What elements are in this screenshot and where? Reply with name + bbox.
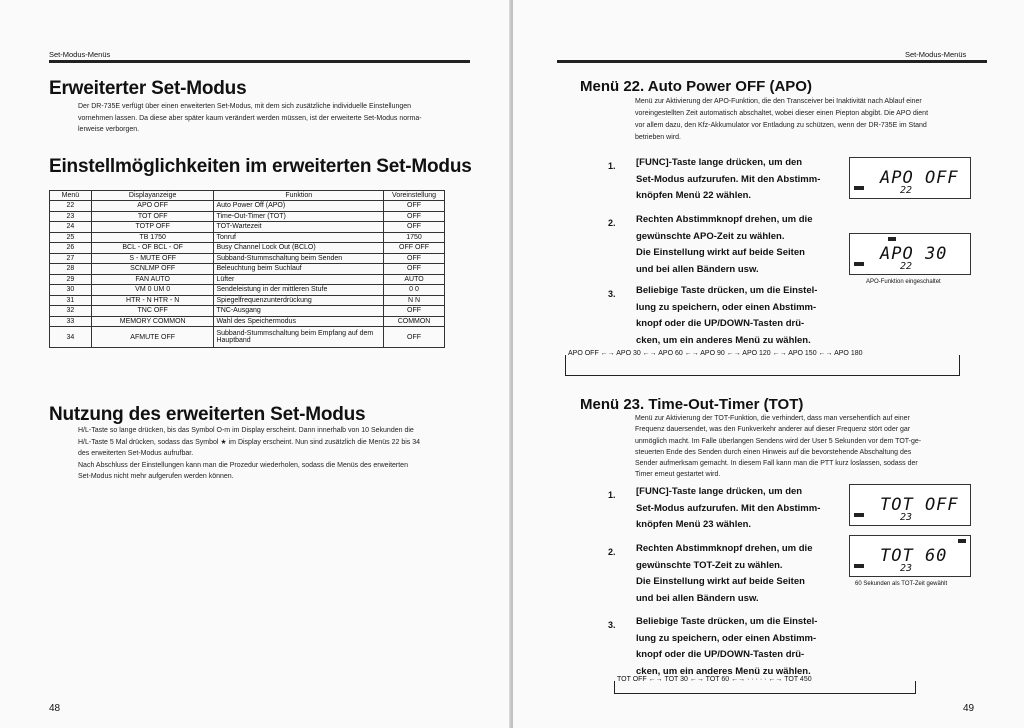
- header-rule: [49, 60, 470, 63]
- table-cell: Wahl des Speichermodus: [214, 316, 384, 327]
- table-cell: 32: [50, 306, 92, 317]
- table-cell: 22: [50, 201, 92, 212]
- table-cell: TNC-Ausgang: [214, 306, 384, 317]
- table-cell: Auto Power Off (APO): [214, 201, 384, 212]
- table-cell: COMMON: [384, 316, 445, 327]
- left-page: [0, 0, 511, 728]
- lcd-indicator: [854, 564, 864, 568]
- table-row: [50, 295, 445, 306]
- step-number: 3.: [608, 620, 616, 630]
- table-cell: 24: [50, 222, 92, 233]
- apo-title: Menü 22. Auto Power OFF (APO): [580, 78, 812, 95]
- col-header: Voreinstellung: [384, 191, 445, 201]
- lcd-indicator: [958, 539, 966, 543]
- col-header: Menü: [50, 191, 92, 201]
- tot-step-1: [FUNC]-Taste lange drücken, um den Set-Modus aufzurufen. Mit den Abstimm- knöpfen Menü 23 wählen.: [636, 486, 821, 531]
- usage-paragraph: H/L-Taste so lange drücken, bis das Symbol O-m im Display erscheint. Dann innerhalb von 10 Sekunden die H/L-Taste 5 Mal drücken, sodass das Symbol ★ im Display erscheint. Nun sind zusätzlich die Menüs 22 bis 34 des erweiterten Set-Modus aufrufbar. Nach Abschluss der Einstellungen kann man die Prozedur wiederholen, sodass die Menüs des erweiterten Set-Modus nicht mehr aufgerufen werden können.: [78, 427, 421, 480]
- table-row: [50, 306, 445, 317]
- section-title: Erweiterter Set-Modus: [49, 78, 247, 99]
- table-cell: Spiegelfrequenzunterdrückung: [214, 295, 384, 306]
- table-cell: Beleuchtung beim Suchlauf: [214, 264, 384, 275]
- lcd-menu-number: 23: [900, 563, 913, 574]
- table-cell: HTR - N HTR - N: [91, 295, 214, 306]
- lcd-text: TOT 60: [880, 546, 948, 566]
- apo-step-1: [FUNC]-Taste lange drücken, um den Set-Modus aufzurufen. Mit den Abstimm- knöpfen Menü 22 wählen.: [636, 157, 821, 202]
- table-cell: OFF: [384, 264, 445, 275]
- table-cell: OFF: [384, 253, 445, 264]
- table-row: [50, 222, 445, 233]
- lcd-indicator: [854, 513, 864, 517]
- tot-cycle-sequence: TOT OFF ←→ TOT 30 ←→ TOT 60 ←→ · · · · · ←→ TOT 450: [617, 676, 812, 683]
- lcd-indicator: [854, 262, 864, 266]
- table-cell: Subband-Stummschaltung beim Senden: [214, 253, 384, 264]
- lcd-menu-number: 23: [900, 512, 913, 523]
- tot-description: Menü zur Aktivierung der TOT-Funktion, die verhindert, dass man versehentlich auf einer Frequenz dauersendet, was den Funkverkehr anderer auf dieser Frequenz stört oder gar unmöglich macht. Im Falle überlangen Sendens wird der User 5 Sekunden vor dem TOT-ge- steuerten Ende des Senden durch einen Hinweis auf die bevorstehende Abschaltung des Sender aufmerksam gemacht. In diesem Fall kann man die PTT kurz loslassen, sodass der Timer erneut gestartet wird.: [635, 415, 922, 479]
- table-cell: VM 0 UM 0: [91, 285, 214, 296]
- table-cell: Sendeleistung in der mittleren Stufe: [214, 285, 384, 296]
- right-page: [513, 0, 1024, 728]
- table-cell: BCL - OF BCL - OF: [91, 243, 214, 254]
- table-cell: OFF: [384, 201, 445, 212]
- table-row: [50, 274, 445, 285]
- lcd-text: TOT OFF: [880, 495, 959, 515]
- table-cell: APO OFF: [91, 201, 214, 212]
- table-cell: Tonruf: [214, 232, 384, 243]
- table-cell: S - MUTE OFF: [91, 253, 214, 264]
- step-number: 2.: [608, 218, 616, 228]
- table-cell: AUTO: [384, 274, 445, 285]
- table-cell: OFF OFF: [384, 243, 445, 254]
- table-cell: Subband-Stummschaltung beim Empfang auf dem Hauptband: [214, 327, 384, 348]
- table-row: [50, 211, 445, 222]
- lcd-caption: APO-Funktion eingeschaltet: [866, 279, 941, 285]
- tot-step-2: Rechten Abstimmknopf drehen, um die gewünschte TOT-Zeit zu wählen. Die Einstellung wirkt auf beide Seiten und bei allen Bändern usw.: [636, 543, 813, 605]
- table-row: [50, 327, 445, 348]
- col-header: Displayanzeige: [91, 191, 214, 201]
- table-cell: 30: [50, 285, 92, 296]
- table-row: [50, 253, 445, 264]
- apo-step-2: Rechten Abstimmknopf drehen, um die gewünschte APO-Zeit zu wählen. Die Einstellung wirkt auf beide Seiten und bei allen Bändern usw.: [636, 214, 813, 276]
- table-cell: MEMORY COMMON: [91, 316, 214, 327]
- intro-paragraph: Der DR-735E verfügt über einen erweiterten Set-Modus, mit dem sich zusätzliche individuelle Einstellungen vornehmen lassen. Da diese aber später kaum verändert werden müssen, ist der erweiterte Set-Modus norma- lerweise verborgen.: [78, 103, 422, 133]
- running-header: Set-Modus-Menüs: [49, 50, 111, 59]
- page-number: 48: [49, 703, 61, 714]
- table-cell: 25: [50, 232, 92, 243]
- running-header: Set-Modus-Menüs: [905, 50, 967, 59]
- lcd-text: APO OFF: [880, 168, 959, 188]
- lcd-caption: 60 Sekunden als TOT-Zeit gewählt: [855, 581, 948, 587]
- table-cell: 34: [50, 327, 92, 348]
- apo-cycle-sequence: APO OFF ←→ APO 30 ←→ APO 60 ←→ APO 90 ←→ APO 120 ←→ APO 150 ←→ APO 180: [568, 350, 863, 357]
- apo-lcd-on: [849, 233, 971, 275]
- lcd-text: APO 30: [880, 244, 948, 264]
- table-header-row: [50, 191, 445, 201]
- usage-title: Nutzung des erweiterten Set-Modus: [49, 404, 366, 425]
- table-row: [50, 285, 445, 296]
- table-row: [50, 201, 445, 212]
- table-cell: 0 0: [384, 285, 445, 296]
- lcd-menu-number: 22: [900, 261, 913, 272]
- lcd-indicator: [854, 186, 864, 190]
- table-cell: 27: [50, 253, 92, 264]
- table-cell: Time-Out-Timer (TOT): [214, 211, 384, 222]
- step-number: 1.: [608, 161, 616, 171]
- table-cell: 1750: [384, 232, 445, 243]
- apo-lcd-off: [849, 157, 971, 199]
- table-cell: TB 1750: [91, 232, 214, 243]
- table-cell: OFF: [384, 211, 445, 222]
- step-number: 1.: [608, 490, 616, 500]
- table-cell: AFMUTE OFF: [91, 327, 214, 348]
- header-rule: [557, 60, 987, 63]
- table-cell: Busy Channel Lock Out (BCLO): [214, 243, 384, 254]
- table-cell: FAN AUTO: [91, 274, 214, 285]
- table-cell: 31: [50, 295, 92, 306]
- tot-step-3: Beliebige Taste drücken, um die Einstel- lung zu speichern, oder einen Abstimm- knopf oder die UP/DOWN-Tasten drü- cken, um ein anderes Menü zu wählen.: [636, 616, 818, 678]
- apo-step-3: Beliebige Taste drücken, um die Einstel- lung zu speichern, oder einen Abstimm- knopf oder die UP/DOWN-Tasten drü- cken, um ein anderes Menü zu wählen.: [636, 285, 818, 347]
- table-cell: SCNLMP OFF: [91, 264, 214, 275]
- table-row: [50, 316, 445, 327]
- table-cell: TOT OFF: [91, 211, 214, 222]
- step-number: 3.: [608, 289, 616, 299]
- page-number: 49: [963, 703, 975, 714]
- apo-description: Menü zur Aktivierung der APO-Funktion, die den Transceiver bei Inaktivität nach Ablauf einer voreingestellten Zeit automatisch abschaltet, wobei dieser einen Piepton abgibt. Die APO dient vor allem dazu, den Kfz-Akkumulator vor Entladung zu schützen, wenn der DR-735E im Stand betrieben wird.: [635, 98, 929, 141]
- table-cell: 28: [50, 264, 92, 275]
- table-section-title: Einstellmöglichkeiten im erweiterten Set-Modus: [49, 156, 472, 177]
- extended-settings-table: [49, 190, 445, 348]
- col-header: Funktion: [214, 191, 384, 201]
- tot-lcd-off: [849, 484, 971, 526]
- table-cell: TOTP OFF: [91, 222, 214, 233]
- table-row: [50, 232, 445, 243]
- tot-title: Menü 23. Time-Out-Timer (TOT): [580, 396, 804, 413]
- table-cell: OFF: [384, 327, 445, 348]
- lcd-indicator: [888, 237, 896, 241]
- cycle-loop-line: [565, 355, 960, 376]
- table-cell: 29: [50, 274, 92, 285]
- table-row: [50, 264, 445, 275]
- lcd-menu-number: 22: [900, 185, 913, 196]
- table-cell: 26: [50, 243, 92, 254]
- table-cell: N N: [384, 295, 445, 306]
- table-cell: OFF: [384, 306, 445, 317]
- table-cell: TNC OFF: [91, 306, 214, 317]
- table-cell: TOT-Wartezeit: [214, 222, 384, 233]
- table-cell: 23: [50, 211, 92, 222]
- step-number: 2.: [608, 547, 616, 557]
- cycle-loop-line: [614, 681, 916, 694]
- table-cell: Lüfter: [214, 274, 384, 285]
- table-cell: OFF: [384, 222, 445, 233]
- tot-lcd-on: [849, 535, 971, 577]
- table-cell: 33: [50, 316, 92, 327]
- table-row: [50, 243, 445, 254]
